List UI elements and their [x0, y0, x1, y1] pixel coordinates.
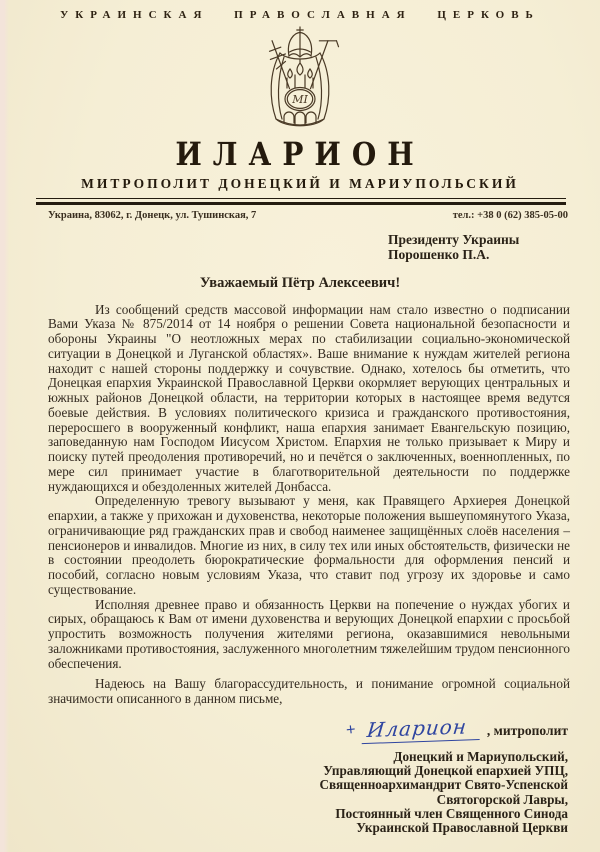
letterhead-divider — [36, 198, 566, 205]
signature-title-line: Украинской Православной Церкви — [356, 820, 568, 836]
body-paragraph: Надеюсь на Вашу благорассудительность, и понимание огромной социальной значимости описанного в данном письме, — [48, 676, 570, 706]
handwritten-signature: Иларион — [362, 714, 483, 744]
body-paragraph: Из сообщений средств массовой информации нам стало известно о подписании Вами Указа № 875/2014 от 14 ноября о решении Совета национальной безопасности и обороны Украины "О неотложных мерах по стабилизации социально-экономической ситуации в Донецкой и Луганской областях». Ваше внимание к нуждам жителей региона находит с нашей стороны поддержку и сочувствие. Однако, хотелось бы отметить, что Донецкая епархия Украинской Православной Церкви окормляет верующих центральных и южных районов Донецкой области, на территории которых в настоящее время ведутся боевые действия. В условиях политического кризиса и гражданского противостояния, переросшего в вооруженный конфликт, наша епархия занимает Евангельскую позицию, заповеданную нам Господом Иисусом Христом. Епархия не только призывает к Миру и поиску путей преодоления противоречий, но и печётся о заключенных, военнопленных, по мере сил принимает участие в благотворительной деятельности по поддержке нуждающихся и обездоленных жителей Донбасса. — [48, 301, 570, 494]
crest-monogram: МІ — [292, 93, 308, 106]
recipient-block — [388, 232, 600, 263]
address-text: Украина, 83062, г. Донецк, ул. Тушинская, 7 — [48, 209, 257, 221]
signature-row — [0, 716, 568, 746]
body-paragraph: Определенную тревогу вызывают у меня, как Правящего Архиерея Донецкой епархии, а также у прихожан и духовенства, некоторые положения вышеупомянутого Указа, ограничивающие ряд гражданских прав и свобод наименее защищённых слоёв населения – пенсионеров и инвалидов. Многие из них, в силу тех или иных обстоятельств, физически не в состоянии преодолеть бюрократические формальности для оформления пенсий и пособий, согласно новым условиям Указа, что ставит под угрозу их здоровье и само существование. — [48, 493, 570, 597]
salutation-text: Уважаемый Пётр Алексеевич! — [199, 274, 401, 291]
signature-suffix-text: , митрополит — [486, 722, 568, 738]
church-name-header: УКРАИНСКАЯ ПРАВОСЛАВНАЯ ЦЕРКОВЬ — [60, 9, 540, 21]
letter-body — [48, 303, 570, 707]
recipient-line-2: Порошенко П.А. — [388, 247, 490, 262]
body-paragraph: Исполняя древнее право и обязанность Церкви на попечение о нуждах убогих и сирых, обращаюсь к Вам от имени духовенства и верующих Донецкой епархии с просьбой упростить возможность получения жителями региона, оказавшимися невольными заложниками противостояния, заслуженного многолетним тяжелейшим трудом пенсионного обеспечения. — [48, 596, 570, 671]
signature-title-line: Постоянный член Священного Синода — [335, 805, 568, 821]
signature-titles-block — [0, 750, 568, 836]
phone-text: тел.: +38 0 (62) 385-05-00 — [452, 209, 568, 221]
signature-title-line: Святогорской Лавры, — [436, 791, 568, 807]
signature-title-line: Донецкий и Мариупольский, — [393, 748, 568, 764]
metropolitan-name-logotype: ИЛАРИОН — [175, 136, 425, 173]
signature-title-line: Священноархимандрит Свято-Успенской — [319, 777, 568, 793]
contact-row — [48, 210, 568, 221]
signature-cross-icon: + — [345, 719, 357, 740]
recipient-line-1: Президенту Украины — [388, 231, 520, 247]
signature-title-line: Управляющий Донецкой епархией УПЦ, — [323, 763, 568, 779]
metropolitan-crest-icon — [240, 26, 360, 136]
metropolitan-title-line: МИТРОПОЛИТ ДОНЕЦКИЙ И МАРИУПОЛЬСКИЙ — [81, 176, 519, 191]
